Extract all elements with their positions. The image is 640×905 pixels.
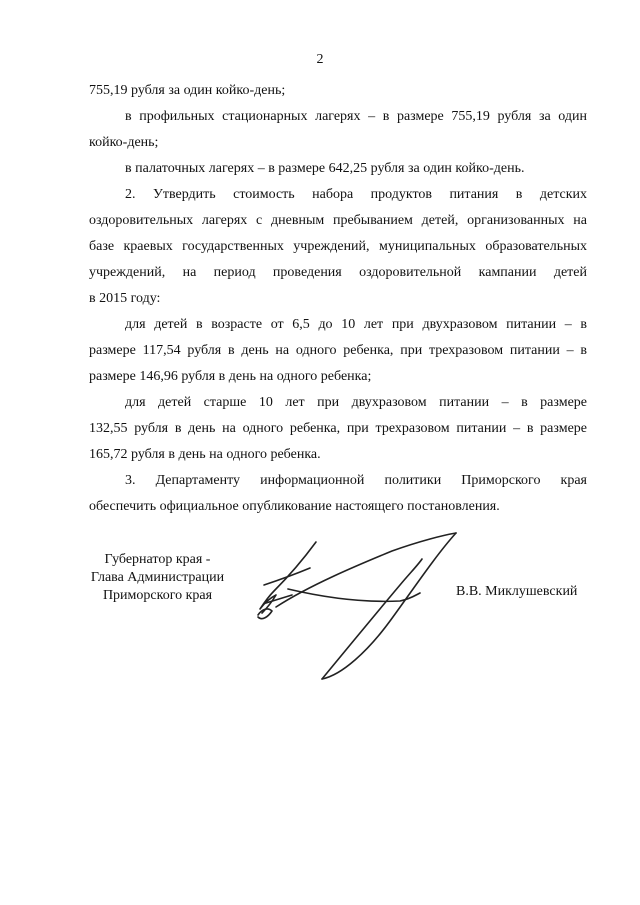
text-line: для детей в возрасте от 6,5 до 10 лет при двухразовом питании – в [125, 317, 587, 332]
text-line: в палаточных лагерях – в размере 642,25 рубля за один койко-день. [125, 161, 525, 176]
text-line: оздоровительных лагерях с дневным пребыванием детей, организованных на [89, 213, 587, 228]
signatory-title [80, 551, 235, 605]
text-line: 165,72 рубля в день на одного ребенка. [89, 447, 321, 462]
text-line: 2. Утвердить стоимость набора продуктов питания в детских [125, 187, 587, 202]
signatory-title-line: Губернатор края - [104, 552, 211, 567]
signatory-name: В.В. Миклушевский [456, 584, 578, 599]
page-number: 2 [316, 52, 324, 67]
text-line: размере 146,96 рубля в день на одного ребенка; [89, 369, 372, 384]
signatory-title-line: Приморского края [102, 588, 213, 603]
signatory-title-line: Глава Администрации [90, 570, 225, 585]
text-line: койко-день; [89, 135, 159, 150]
text-line: 755,19 рубля за один койко-день; [89, 83, 286, 98]
text-line: обеспечить официальное опубликование настоящего постановления. [89, 499, 500, 514]
text-line: размере 117,54 рубля в день на одного ребенка, при трехразовом питании – в [89, 343, 587, 358]
text-line: базе краевых государственных учреждений, муниципальных образовательных [89, 239, 587, 254]
text-line: 3. Департаменту информационной политики Приморского края [125, 473, 587, 488]
text-line: для детей старше 10 лет при двухразовом питании – в размере [125, 395, 587, 410]
text-line: в 2015 году: [89, 291, 161, 306]
text-line: в профильных стационарных лагерях – в размере 755,19 рубля за один [125, 109, 587, 124]
handwritten-signature [240, 525, 470, 685]
text-line: учреждений, на период проведения оздоровительной кампании детей [89, 265, 587, 280]
text-line: 132,55 рубля в день на одного ребенка, при трехразовом питании – в размере [89, 421, 587, 436]
